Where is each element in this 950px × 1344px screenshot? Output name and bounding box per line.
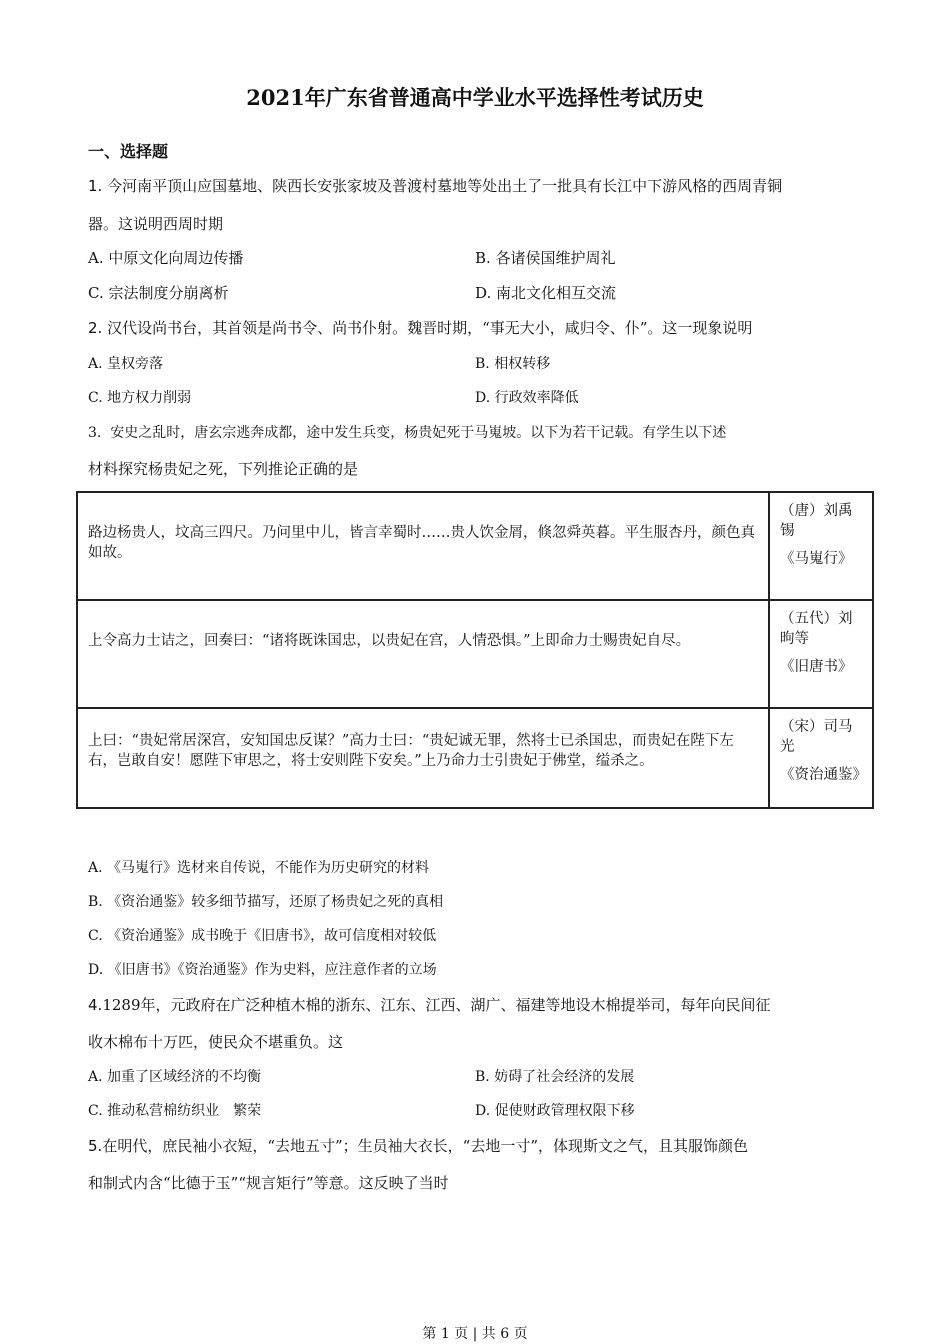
section-heading: 一、选择题 xyxy=(88,142,169,161)
question-text-cont: 收木棉布十万匹，使民众不堪重负。这 xyxy=(88,1033,344,1051)
source-citation xyxy=(769,600,873,708)
page-title: 2021年广东省普通高中学业水平选择性考试历史 xyxy=(246,85,704,110)
question-text-cont: 材料探究杨贵妃之死，下列推论正确的是 xyxy=(88,460,359,478)
question-4 xyxy=(88,995,771,1015)
source-table xyxy=(76,491,874,809)
page-footer: 第 1 页 | 共 6 页 xyxy=(422,1326,528,1342)
source-text: 路边杨贵人，坟高三四尺。乃问里中儿，皆言幸蜀时……贵人饮金屑，倏忽舜英暮。平生服杏丹，颜色真如故。 xyxy=(77,492,769,600)
question-text: 1289年，元政府在广泛种植木棉的浙东、江东、江西、湖广、福建等地设木棉提举司，每年向民间征 xyxy=(102,996,771,1014)
option-a: A. 中原文化向周边传播 xyxy=(88,249,244,267)
source-text: 上令高力士诘之，回奏曰：“诸将既诛国忠，以贵妃在宫，人情恐惧。”上即命力士赐贵妃自尽。 xyxy=(77,600,769,708)
question-number: 1. xyxy=(88,177,103,195)
table-row xyxy=(77,600,873,708)
source-book: 《旧唐书》 xyxy=(780,659,853,675)
question-text: 安史之乱时，唐玄宗逃奔成都，途中发生兵变，杨贵妃死于马嵬坡。以下为若干记载。有学生以下述 xyxy=(110,425,727,441)
option-a: A. 皇权旁落 xyxy=(88,356,164,372)
option-c: C. 《资治通鉴》成书晚于《旧唐书》，故可信度相对较低 xyxy=(88,928,437,944)
question-number: 2. xyxy=(88,319,103,337)
source-author: （唐）刘禹锡 xyxy=(780,503,853,539)
source-text: 上曰：“贵妃常居深宫，安知国忠反谋？”高力士曰：“贵妃诚无罪，然将士已杀国忠，而贵妃在陛下左右，岂敢自安！愿陛下审思之，将士安则陛下安矣。”上乃命力士引贵妃于佛堂，缢杀之。 xyxy=(77,708,769,808)
option-d: D. 《旧唐书》《资治通鉴》作为史料，应注意作者的立场 xyxy=(88,962,437,978)
option-b: B. 妨碍了社会经济的发展 xyxy=(475,1069,635,1085)
source-book: 《资治通鉴》 xyxy=(780,767,867,783)
option-d: D. 南北文化相互交流 xyxy=(475,284,617,302)
option-c: C. 推动私营棉纺织业 繁荣 xyxy=(88,1103,262,1119)
option-b: B. 《资治通鉴》较多细节描写，还原了杨贵妃之死的真相 xyxy=(88,894,444,910)
source-author: （宋）司马光 xyxy=(780,719,853,755)
question-3 xyxy=(88,423,726,443)
table-row xyxy=(77,708,873,808)
question-number: 5. xyxy=(88,1137,103,1155)
option-c: C. 宗法制度分崩离析 xyxy=(88,284,229,302)
option-b: B. 相权转移 xyxy=(475,356,551,372)
question-text: 今河南平顶山应国墓地、陕西长安张家坡及普渡村墓地等处出土了一批具有长江中下游风格的西周青铜 xyxy=(107,177,783,195)
question-text: 汉代设尚书台，其首领是尚书令、尚书仆射。魏晋时期，“事无大小，咸归令、仆”。这一现象说明 xyxy=(107,319,753,337)
question-number: 4. xyxy=(88,996,103,1014)
option-a: A. 《马嵬行》选材来自传说，不能作为历史研究的材料 xyxy=(88,860,430,876)
question-2 xyxy=(88,318,752,338)
option-d: D. 促使财政管理权限下移 xyxy=(475,1103,635,1119)
question-text: 在明代，庶民袖小衣短，“去地五寸”；生员袖大衣长，“去地一寸”，体现斯文之气，且其服饰颜色 xyxy=(102,1137,748,1155)
question-text-cont: 和制式内含“比德于玉”“规言矩行”等意。这反映了当时 xyxy=(88,1174,449,1192)
source-book: 《马嵬行》 xyxy=(780,551,853,567)
question-1 xyxy=(88,176,782,196)
source-citation xyxy=(769,492,873,600)
option-c: C. 地方权力削弱 xyxy=(88,390,192,406)
option-b: B. 各诸侯国维护周礼 xyxy=(475,249,616,267)
source-citation xyxy=(769,708,873,808)
question-number: 3. xyxy=(88,425,102,441)
option-d: D. 行政效率降低 xyxy=(475,390,579,406)
option-a: A. 加重了区域经济的不均衡 xyxy=(88,1069,262,1085)
question-text-cont: 器。这说明西周时期 xyxy=(88,215,224,233)
question-5 xyxy=(88,1136,748,1156)
table-row xyxy=(77,492,873,600)
source-author: （五代）刘昫等 xyxy=(780,611,853,647)
